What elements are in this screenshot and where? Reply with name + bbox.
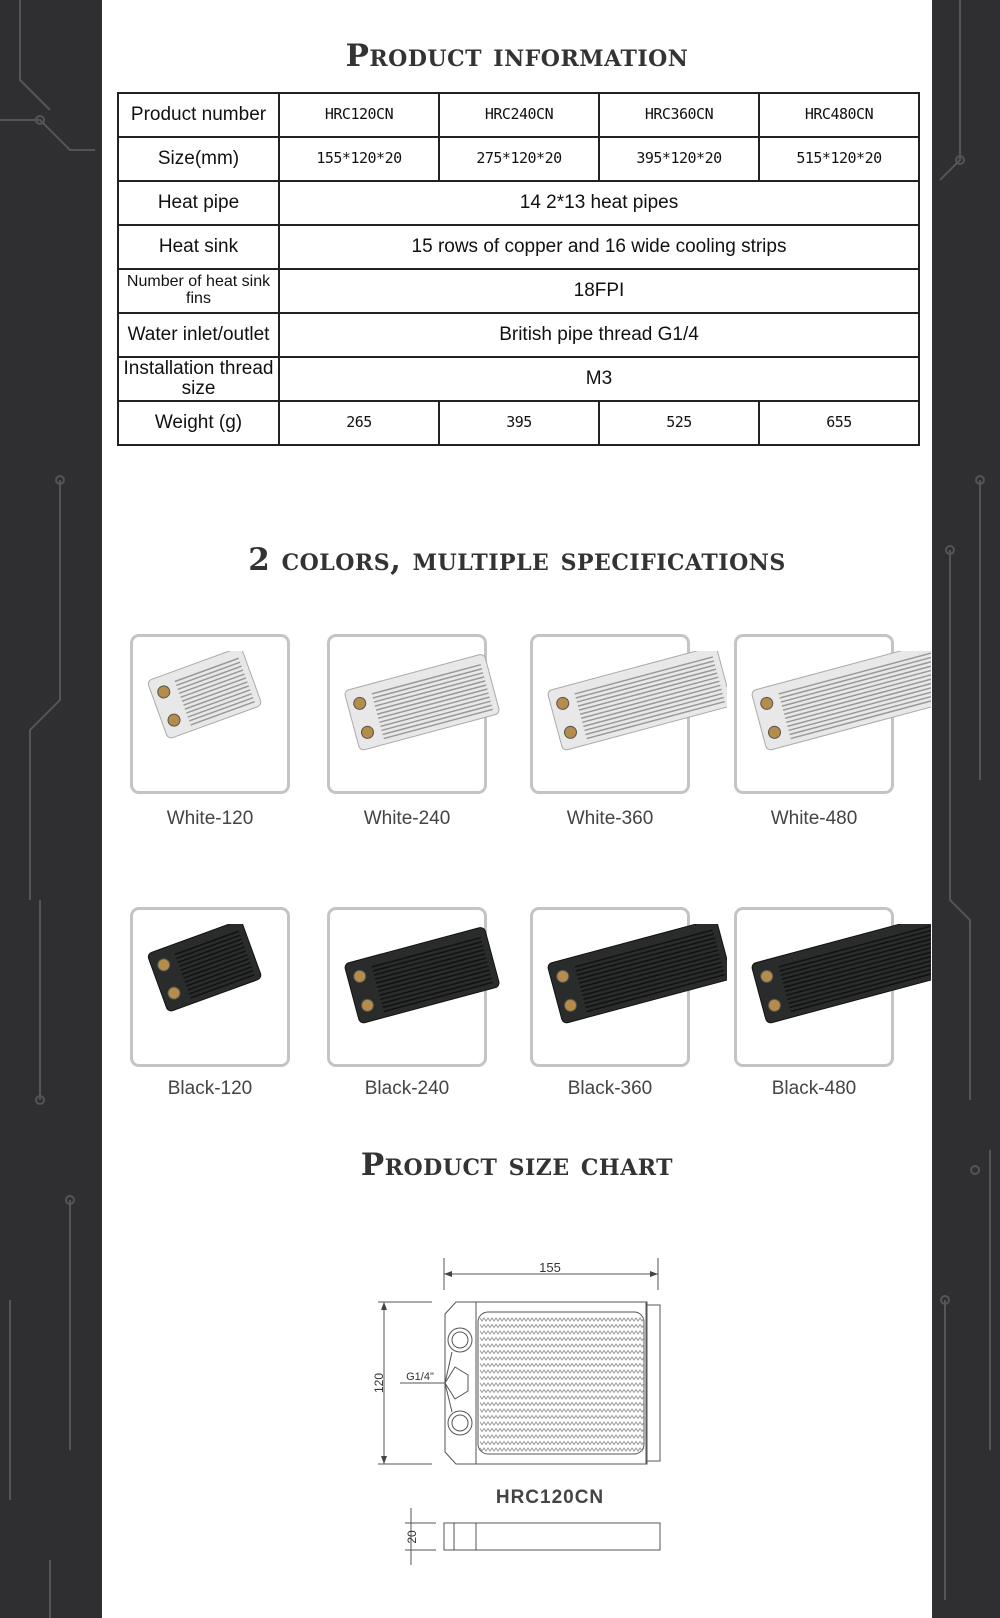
fin-line: [480, 1435, 644, 1438]
product-variant-label: White-480: [770, 808, 858, 829]
fin-line: [480, 1416, 644, 1419]
fin-line: [480, 1370, 644, 1373]
fin-line: [480, 1390, 644, 1393]
row-label: Heat pipe: [118, 181, 279, 225]
cell: HRC240CN: [439, 93, 599, 137]
table-row: [118, 181, 919, 225]
table-row: [118, 137, 919, 181]
model-label: HRC120CN: [495, 1487, 605, 1508]
table-row: [118, 269, 919, 313]
product-variant-label: Black-120: [167, 1078, 253, 1099]
fin-line: [480, 1448, 644, 1451]
cell: 395*120*20: [599, 137, 759, 181]
cell: 395: [439, 401, 599, 445]
fin-line: [480, 1331, 644, 1334]
radiator-image: [527, 651, 727, 781]
row-label: Water inlet/outlet: [118, 313, 279, 357]
radiator-image: [324, 924, 509, 1054]
size-chart-title: Product size chart: [360, 1147, 674, 1183]
product-variant-label: White-360: [566, 808, 654, 829]
fin-line: [480, 1344, 644, 1347]
table-row: [118, 225, 919, 269]
fin-line: [480, 1409, 644, 1412]
variants-title: 2 colors, multiple specifications: [248, 542, 786, 578]
cell: 275*120*20: [439, 137, 599, 181]
table-row: [118, 401, 919, 445]
radiator-image: [527, 924, 727, 1054]
depth-dimension: 20: [405, 1530, 419, 1544]
fin-line: [480, 1396, 644, 1399]
product-card-black-240[interactable]: [327, 907, 487, 1067]
fin-line: [480, 1377, 644, 1380]
product-card-white-120[interactable]: [130, 634, 290, 794]
fin-line: [480, 1422, 644, 1425]
product-variant-label: White-240: [363, 808, 451, 829]
product-card-black-360[interactable]: [530, 907, 690, 1067]
fin-line: [480, 1403, 644, 1406]
row-label: Heat sink: [118, 225, 279, 269]
cell: HRC120CN: [279, 93, 439, 137]
cell: 525: [599, 401, 759, 445]
product-card-white-480[interactable]: [734, 634, 894, 794]
product-variant-label: White-120: [166, 808, 254, 829]
product-variant-label: Black-360: [567, 1078, 653, 1099]
table-row: [118, 357, 919, 401]
fin-line: [480, 1442, 644, 1445]
table-row: [118, 93, 919, 137]
cell: 155*120*20: [279, 137, 439, 181]
product-variant-label: Black-240: [364, 1078, 450, 1099]
cell: 515*120*20: [759, 137, 919, 181]
size-chart-drawing: [102, 1240, 932, 1600]
row-label: Size(mm): [118, 137, 279, 181]
product-card-white-360[interactable]: [530, 634, 690, 794]
cell: HRC480CN: [759, 93, 919, 137]
radiator-image: [324, 651, 509, 781]
radiator-image: [731, 651, 931, 781]
cell: 655: [759, 401, 919, 445]
fin-line: [480, 1338, 644, 1341]
fin-line: [480, 1364, 644, 1367]
cell: British pipe thread G1/4: [279, 313, 919, 357]
fin-line: [480, 1357, 644, 1360]
radiator-image: [127, 651, 267, 781]
product-card-black-480[interactable]: [734, 907, 894, 1067]
height-dimension: 120: [372, 1372, 386, 1394]
product-card-white-240[interactable]: [327, 634, 487, 794]
width-dimension: 155: [539, 1260, 561, 1275]
cell: 14 2*13 heat pipes: [279, 181, 919, 225]
cell: 265: [279, 401, 439, 445]
row-label: Weight (g): [118, 401, 279, 445]
table-row: [118, 313, 919, 357]
fin-line: [480, 1325, 644, 1328]
cell: M3: [279, 357, 919, 401]
product-information-title: Product information: [345, 38, 689, 74]
product-card-black-120[interactable]: [130, 907, 290, 1067]
fin-line: [480, 1429, 644, 1432]
fin-line: [480, 1383, 644, 1386]
row-label: Installation thread size: [118, 357, 279, 401]
cell: 18FPI: [279, 269, 919, 313]
radiator-image: [127, 924, 267, 1054]
radiator-image: [731, 924, 931, 1054]
fin-line: [480, 1318, 644, 1321]
product-spec-table: [117, 92, 920, 446]
fin-line: [480, 1351, 644, 1354]
cell: HRC360CN: [599, 93, 759, 137]
cell: 15 rows of copper and 16 wide cooling strips: [279, 225, 919, 269]
row-label: Product number: [118, 93, 279, 137]
thread-label: G1/4": [406, 1371, 434, 1383]
content-panel: [102, 0, 932, 1618]
product-variant-label: Black-480: [771, 1078, 857, 1099]
row-label: Number of heat sink fins: [118, 269, 279, 313]
